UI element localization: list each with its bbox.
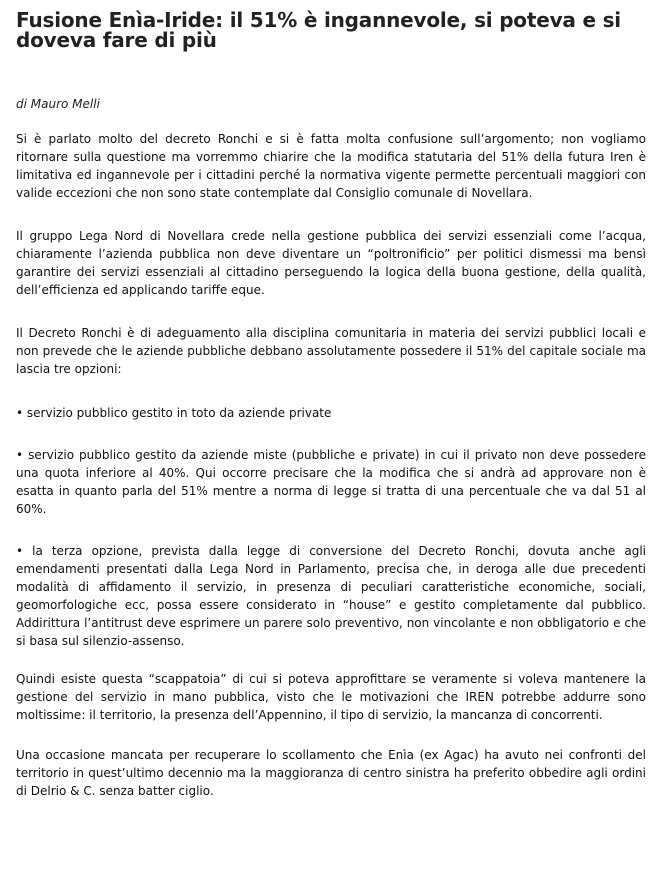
article-paragraph: Quindi esiste questa “scappatoia” di cui si poteva approfittare se veramente si voleva mantenere la gestione del servizio in mano pubblica, visto che le motivazioni che IREN potrebbe addurre sono moltissime: il territorio, la presenza dell’Appennino, il tipo di servizio, la mancanza di concorrenti.	[16, 672, 646, 722]
article-paragraph: Il Decreto Ronchi è di adeguamento alla disciplina comunitaria in materia dei servizi pubblici locali e non prevede che le aziende pubbliche debbano assolutamente possedere il 51% del capitale sociale ma lascia tre opzioni:	[16, 326, 646, 376]
article-paragraph: Si è parlato molto del decreto Ronchi e si è fatta molta confusione sull’argomento; non vogliamo ritornare sulla questione ma vorremmo chiarire che la modifica statutaria del 51% della futura Iren è limitativa ed ingannevole per i cittadini perché la normativa vigente permette percentuali maggiori con valide eccezioni che non sono state contemplate dal Consiglio comunale di Novellara.	[16, 132, 646, 200]
article-author: di Mauro Melli	[16, 97, 100, 111]
bullet-item: • la terza opzione, prevista dalla legge di conversione del Decreto Ronchi, dovuta anche agli emendamenti presentati dalla Lega Nord in Parlamento, precisa che, in deroga alle due precedenti modalità di affidamento il servizio, in presenza di peculiari caratteristiche economiche, sociali, geomorfologiche ecc, possa essere considerato in “house” e gestito completamente dal pubblico. Addirittura l’antitrust deve esprimere un parere solo preventivo, non vincolante e non obbligatorio e che si basa sul silenzio-assenso.	[16, 544, 646, 648]
bullet-item: • servizio pubblico gestito da aziende miste (pubbliche e private) in cui il privato non deve possedere una quota inferiore al 40%. Qui occorre precisare che la modifica che si andrà ad approvare non è esatta in quanto parla del 51% mentre a norma di legge si tratta di una percentuale che va dal 51 al 60%.	[16, 448, 646, 516]
bullet-item: • servizio pubblico gestito in toto da aziende private	[16, 406, 332, 420]
article-title: Fusione Enìa-Iride: il 51% è ingannevole, si poteva e si doveva fare di più	[16, 8, 621, 52]
article-paragraph: Il gruppo Lega Nord di Novellara crede nella gestione pubblica dei servizi essenziali come l’acqua, chiaramente l’azienda pubblica non deve diventare un “poltronificio” per politici dismessi ma bensì garantire dei servizi essenziali al cittadino perseguendo la logica della buona gestione, della qualità, dell’efficienza ed applicando tariffe eque.	[16, 229, 646, 297]
article-paragraph: Una occasione mancata per recuperare lo scollamento che Enìa (ex Agac) ha avuto nei confronti del territorio in quest’ultimo decennio ma la maggioranza di centro sinistra ha preferito obbedire agli ordini di Delrio & C. senza batter ciglio.	[16, 748, 646, 798]
article-body	[16, 130, 646, 800]
